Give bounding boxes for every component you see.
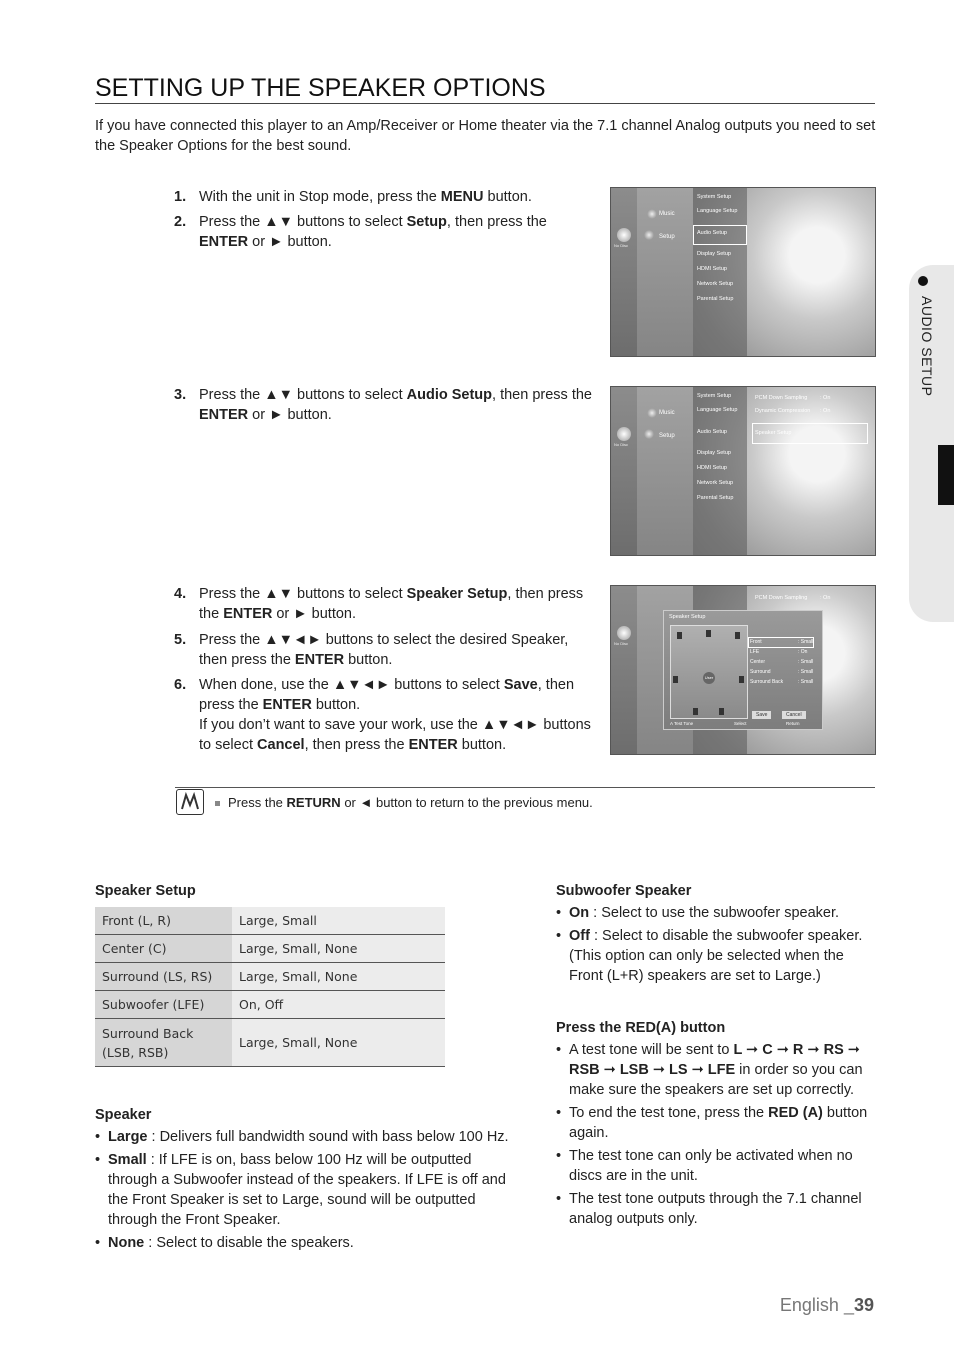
step-6 (174, 675, 594, 755)
dialog-title: Speaker Setup (669, 614, 706, 620)
screenshot-setup-menu (610, 187, 876, 357)
list-item: • Large : Delivers full bandwidth sound with bass below 100 Hz. (95, 1127, 510, 1147)
intro-paragraph: If you have connected this player to an Amp/Receiver or Home theater via the 7.1 channel Analog outputs you need to set the Speaker Options for the best sound. (95, 118, 876, 154)
list-item: • Small : If LFE is on, bass below 100 Hz will be outputted through a Subwoofer instead of the speakers. If LFE is off and the Front Speaker is set to Large, sound will be outputted through the Front Speaker. (95, 1150, 510, 1230)
menu-item: System Setup (697, 194, 732, 200)
subwoofer-list (556, 903, 876, 989)
note-text: Press the RETURN or ◄ button to return to the previous menu. (215, 795, 593, 810)
list-item: • None : Select to disable the speakers. (95, 1233, 510, 1253)
table-row: Surround Back (LSB, RSB) Large, Small, None (95, 1019, 445, 1067)
speaker-setup-table (95, 907, 445, 1067)
submenu-item-selected: Speaker Setup (755, 430, 792, 436)
submenu-value: : On (820, 595, 831, 601)
step-text: Press the ▲▼ buttons to select Audio Setup, then press the ENTER or ► button. (199, 387, 592, 423)
step-number: 2. (174, 214, 187, 230)
menu-item-selected: Audio Setup (697, 230, 727, 236)
speaker-setup-dialog (663, 610, 823, 730)
page-title: SETTING UP THE SPEAKER OPTIONS (95, 74, 546, 102)
menu-item: HDMI Setup (697, 266, 727, 272)
side-tab-marker (938, 445, 954, 505)
step-text: Press the ▲▼ buttons to select Setup, then press the ENTER or ► button. (199, 214, 547, 250)
subwoofer-heading: Subwoofer Speaker (556, 883, 692, 899)
menu-item: Language Setup (697, 208, 738, 214)
disc-icon (617, 228, 631, 242)
speaker-heading: Speaker (95, 1107, 152, 1123)
submenu-value: : On (820, 408, 831, 414)
menu-item: Network Setup (697, 480, 734, 486)
screenshot-speaker-setup (610, 585, 876, 755)
list-item: • A test tone will be sent to L ➞ C ➞ R ➞ RS ➞ RSB ➞ LSB ➞ LS ➞ LFE in order so you can make sure the speakers are set up correctly. (556, 1040, 878, 1100)
step-text: Press the ▲▼ buttons to select Speaker Setup, then press the ENTER or ► button. (199, 586, 584, 622)
step-number: 5. (174, 632, 187, 648)
speaker-row: Surround : Small (750, 669, 814, 675)
step-2 (174, 212, 574, 252)
speaker-icon (719, 708, 724, 715)
side-tab-label: AUDIO SETUP (919, 296, 935, 397)
speaker-row: Center : Small (750, 659, 814, 665)
gear-icon (644, 429, 654, 439)
step-number: 1. (174, 189, 187, 205)
step-text: Press the ▲▼◄► buttons to select the desired Speaker, then press the ENTER button. (199, 632, 569, 668)
no-disc-label: No Disc (614, 442, 629, 447)
red-button-heading: Press the RED(A) button (556, 1020, 726, 1036)
menu-item: HDMI Setup (697, 465, 727, 471)
menu-item: Parental Setup (697, 495, 734, 501)
speaker-icon (673, 676, 678, 683)
speaker-row: Surround Back : Small (750, 679, 814, 685)
disc-icon (617, 427, 631, 441)
submenu-value: : On (820, 395, 831, 401)
submenu-item: PCM Down Sampling (755, 595, 808, 601)
no-disc-label: No Disc (614, 641, 629, 646)
menu-item: Display Setup (697, 450, 731, 456)
step-text: With the unit in Stop mode, press the MENU button. (199, 189, 532, 205)
category-music: Music (659, 211, 675, 217)
step-5 (174, 630, 594, 670)
gear-icon (644, 230, 654, 240)
step-1 (174, 187, 594, 207)
no-disc-label: No Disc (614, 243, 629, 248)
menu-item: Display Setup (697, 251, 731, 257)
submenu-item: Dynamic Compression (755, 408, 811, 414)
music-icon (647, 408, 657, 418)
table-title: Speaker Setup (95, 883, 196, 899)
step-4 (174, 584, 594, 624)
category-setup: Setup (659, 234, 675, 240)
step-number: 6. (174, 677, 187, 693)
red-button-list (556, 1040, 878, 1232)
menu-item: System Setup (697, 393, 732, 399)
user-icon: User (703, 672, 715, 684)
footer-return: Return (786, 721, 800, 726)
note-rule (175, 787, 875, 788)
cancel-button: Cancel (782, 711, 806, 719)
note-icon (176, 789, 204, 815)
speaker-layout (670, 625, 748, 719)
submenu-item: PCM Down Sampling (755, 395, 808, 401)
list-item: • Off : Select to disable the subwoofer speaker. (This option can only be selected when the Front (L+R) speakers are set to Large.) (556, 926, 876, 986)
footer-select: Select (734, 721, 747, 726)
speaker-list (95, 1127, 510, 1256)
speaker-icon (739, 676, 744, 683)
screenshot-audio-setup (610, 386, 876, 556)
table-row: Front (L, R) Large, Small (95, 907, 445, 935)
footer-test-tone: A Test Tone (670, 721, 694, 726)
page-footer: English _39 (779, 1295, 874, 1315)
list-item: • The test tone outputs through the 7.1 channel analog outputs only. (556, 1189, 878, 1229)
speaker-row: Front : Small (750, 639, 814, 645)
speaker-icon (677, 632, 682, 639)
disc-icon (617, 626, 631, 640)
save-button: Save (752, 711, 771, 719)
list-item: • On : Select to use the subwoofer speaker. (556, 903, 876, 923)
bullet-icon (918, 276, 928, 286)
speaker-icon (706, 630, 711, 637)
speaker-icon (735, 632, 740, 639)
step-number: 3. (174, 387, 187, 403)
menu-item: Parental Setup (697, 296, 734, 302)
table-row: Subwoofer (LFE) On, Off (95, 991, 445, 1019)
speaker-row: LFE : On (750, 649, 808, 655)
title-rule (95, 103, 875, 104)
speaker-icon (693, 708, 698, 715)
step-3 (174, 385, 594, 425)
category-setup: Setup (659, 433, 675, 439)
table-row: Center (C) Large, Small, None (95, 935, 445, 963)
menu-item: Network Setup (697, 281, 734, 287)
list-item: • To end the test tone, press the RED (A) button again. (556, 1103, 878, 1143)
menu-item-selected: Audio Setup (697, 429, 727, 435)
step-text: When done, use the ▲▼◄► buttons to select Save, then press the ENTER button. If you don’t want to save your work, use the ▲▼◄► buttons to select Cancel, then press the ENTER button. (199, 677, 591, 753)
menu-item: Language Setup (697, 407, 738, 413)
list-item: • The test tone can only be activated when no discs are in the unit. (556, 1146, 878, 1186)
step-number: 4. (174, 586, 187, 602)
category-music: Music (659, 410, 675, 416)
music-icon (647, 209, 657, 219)
table-row: Surround (LS, RS) Large, Small, None (95, 963, 445, 991)
